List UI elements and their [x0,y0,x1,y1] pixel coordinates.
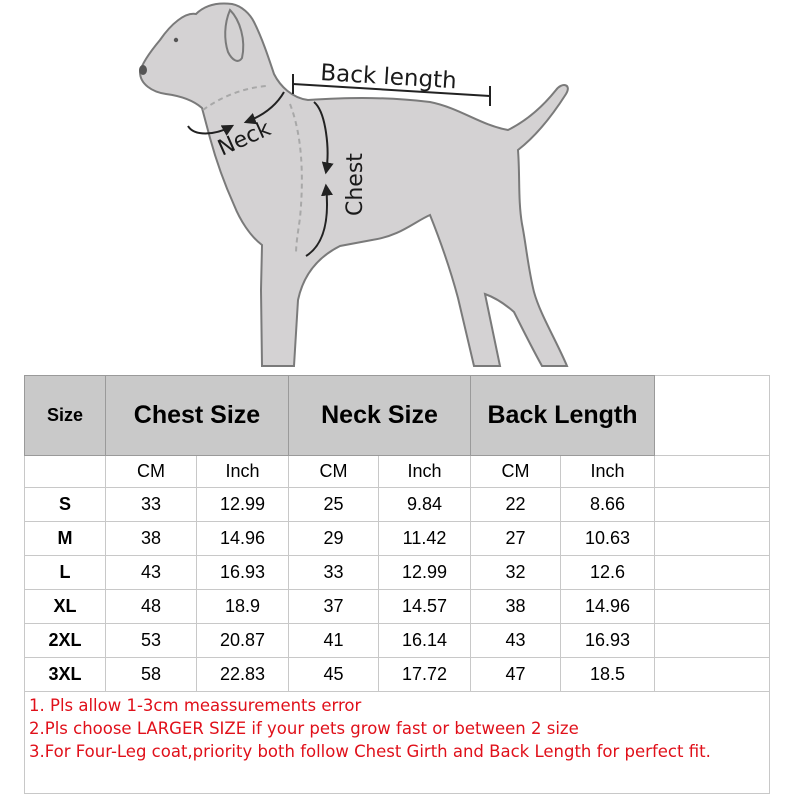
neck-cm-cell: 33 [289,556,379,590]
neck-cm-cell: 45 [289,658,379,692]
chest-label: Chest [343,153,368,216]
chest-inch-cell: 14.96 [197,522,289,556]
dog-nose [139,65,147,75]
chest-cm-cell: 48 [106,590,197,624]
empty-cell [655,556,770,590]
dog-eye [174,38,178,42]
back-cm-cell: 43 [471,624,561,658]
back-inch-cell: 10.63 [561,522,655,556]
size-name-cell: 3XL [25,658,106,692]
chest-inch-cell: 12.99 [197,488,289,522]
size-name-cell: L [25,556,106,590]
unit-cell: CM [289,456,379,488]
chest-inch-cell: 18.9 [197,590,289,624]
neck-cm-cell: 29 [289,522,379,556]
neck-cm-cell: 41 [289,624,379,658]
neck-inch-cell: 16.14 [379,624,471,658]
note-four-leg-coat: 3.For Four-Leg coat,priority both follow Chest Girth and Back Length for perfect fit. [29,742,711,761]
neck-inch-cell: 9.84 [379,488,471,522]
table-row [25,658,770,692]
table-row [25,488,770,522]
note-choose-larger: 2.Pls choose LARGER SIZE if your pets grow fast or between 2 size [29,719,579,738]
empty-unit-cell [655,456,770,488]
dog-measurement-diagram [0,0,800,372]
back-inch-cell: 12.6 [561,556,655,590]
chest-cm-cell: 43 [106,556,197,590]
back-length-label: Back length [319,60,458,95]
chest-cm-cell: 53 [106,624,197,658]
neck-cm-cell: 37 [289,590,379,624]
back-cm-cell: 22 [471,488,561,522]
back-inch-cell: 14.96 [561,590,655,624]
empty-cell [655,590,770,624]
neck-inch-cell: 14.57 [379,590,471,624]
chest-cm-cell: 58 [106,658,197,692]
neck-label: Neck [214,116,275,162]
empty-cell [655,658,770,692]
chest-inch-cell: 22.83 [197,658,289,692]
table-row [25,556,770,590]
back-cm-cell: 47 [471,658,561,692]
notes-cell [25,692,770,794]
size-chart-table [24,375,770,794]
table-row [25,522,770,556]
chest-inch-cell: 20.87 [197,624,289,658]
empty-cell [655,624,770,658]
size-name-cell: S [25,488,106,522]
neck-inch-cell: 17.72 [379,658,471,692]
empty-unit-cell [25,456,106,488]
size-name-cell: M [25,522,106,556]
back-cm-cell: 38 [471,590,561,624]
chest-cm-cell: 38 [106,522,197,556]
neck-cm-cell: 25 [289,488,379,522]
header-row [25,376,770,456]
notes-row [25,692,770,794]
empty-cell [655,522,770,556]
unit-cell: Inch [561,456,655,488]
neck-size-header: Neck Size [289,376,471,456]
unit-row [25,456,770,488]
empty-header-cell [655,376,770,456]
unit-cell: Inch [197,456,289,488]
size-name-cell: XL [25,590,106,624]
neck-inch-cell: 12.99 [379,556,471,590]
neck-inch-cell: 11.42 [379,522,471,556]
note-measurement-error: 1. Pls allow 1-3cm meassurements error [29,696,362,715]
size-column-header: Size [25,376,106,456]
chest-cm-cell: 33 [106,488,197,522]
back-cm-cell: 27 [471,522,561,556]
table-row [25,590,770,624]
back-cm-cell: 32 [471,556,561,590]
back-inch-cell: 8.66 [561,488,655,522]
back-inch-cell: 18.5 [561,658,655,692]
unit-cell: CM [471,456,561,488]
empty-cell [655,488,770,522]
size-name-cell: 2XL [25,624,106,658]
back-length-header: Back Length [471,376,655,456]
chest-size-header: Chest Size [106,376,289,456]
chest-inch-cell: 16.93 [197,556,289,590]
unit-cell: Inch [379,456,471,488]
table-row [25,624,770,658]
unit-cell: CM [106,456,197,488]
back-inch-cell: 16.93 [561,624,655,658]
